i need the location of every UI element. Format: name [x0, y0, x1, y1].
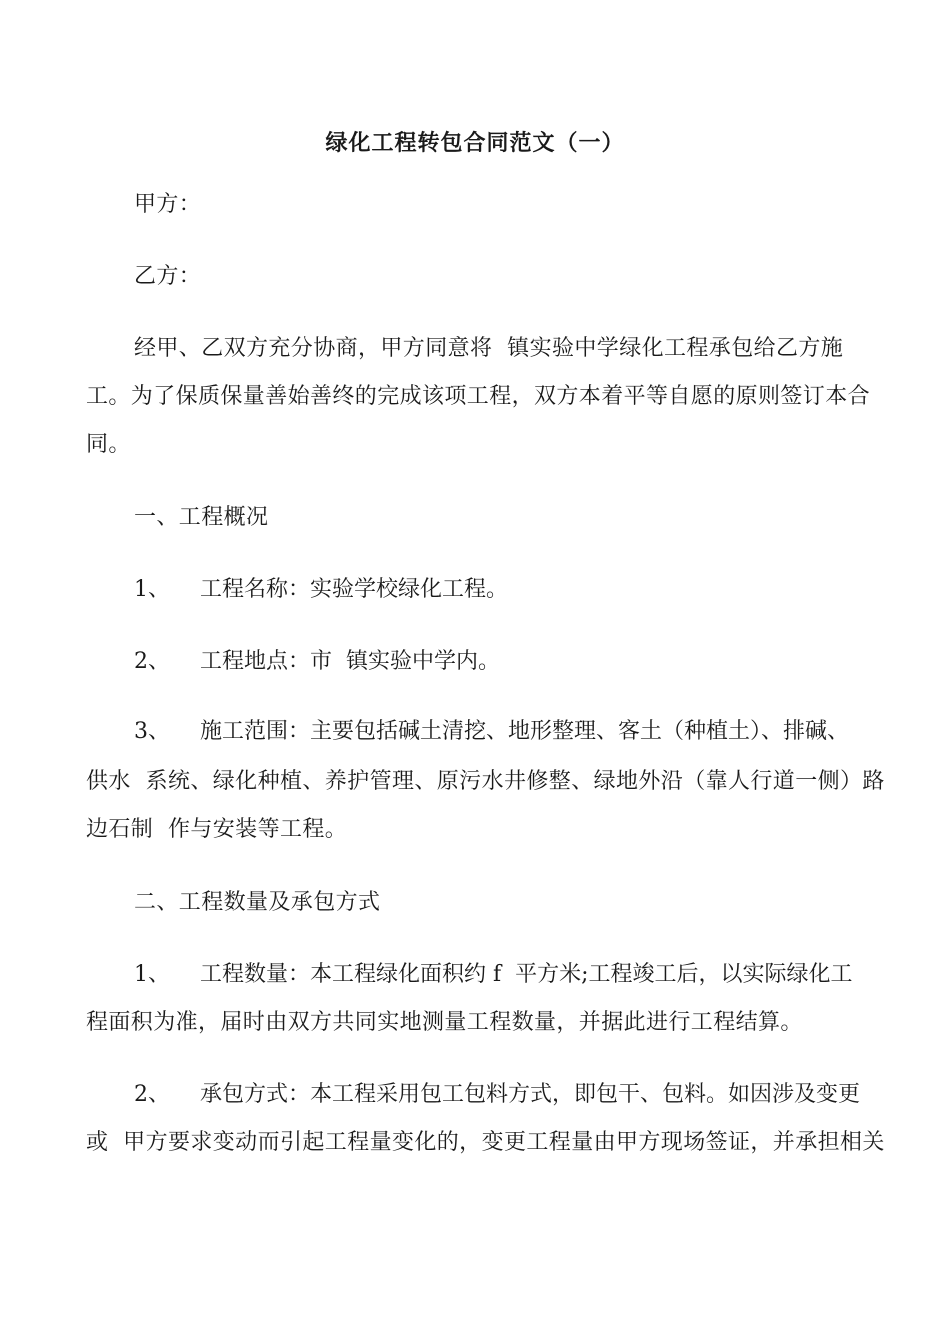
- intro-line-1: 经甲、乙双方充分协商，甲方同意将 镇实验中学绿化工程承包给乙方施: [134, 336, 844, 361]
- party-b-label: 乙方：: [134, 264, 202, 289]
- section2-item1-cont: 程面积为准，届时由双方共同实地测量工程数量，并据此进行工程结算。: [86, 1010, 803, 1035]
- section1-item3-number: 3、: [134, 719, 170, 744]
- intro-line-2: 工。为了保质保量善始善终的完成该项工程，双方本着平等自愿的原则签订本合: [86, 384, 871, 409]
- section1-item2-number: 2、: [134, 649, 170, 674]
- section1-item1-number: 1、: [134, 577, 170, 602]
- section2-item2-text: 承包方式：本工程采用包工包料方式，即包干、包料。如因涉及变更: [200, 1082, 861, 1107]
- section2-item1-text: 工程数量：本工程绿化面积约 f 平方米;工程竣工后，以实际绿化工: [200, 962, 853, 987]
- section1-item3-text: 施工范围：主要包括碱土清挖、地形整理、客土（种植土）、排碱、: [200, 719, 850, 744]
- section2-item2-cont: 或 甲方要求变动而引起工程量变化的，变更工程量由甲方现场签证，并承担相关: [86, 1130, 885, 1155]
- document-title: 绿化工程转包合同范文（一）: [325, 130, 625, 156]
- section1-item1-text: 工程名称：实验学校绿化工程。: [200, 577, 509, 602]
- section1-heading: 一、工程概况: [134, 505, 269, 530]
- section2-item1-number: 1、: [134, 962, 170, 987]
- section2-heading: 二、工程数量及承包方式: [134, 890, 381, 915]
- section1-item2-text: 工程地点：市 镇实验中学内。: [200, 649, 500, 674]
- section1-item3-cont-2: 边石制 作与安装等工程。: [86, 817, 348, 842]
- section1-item3-cont-1: 供水 系统、绿化种植、养护管理、原污水井修整、绿地外沿（靠人行道一侧）路: [86, 769, 885, 794]
- party-a-label: 甲方：: [134, 192, 202, 217]
- intro-line-3: 同。: [86, 432, 131, 457]
- section2-item2-number: 2、: [134, 1082, 170, 1107]
